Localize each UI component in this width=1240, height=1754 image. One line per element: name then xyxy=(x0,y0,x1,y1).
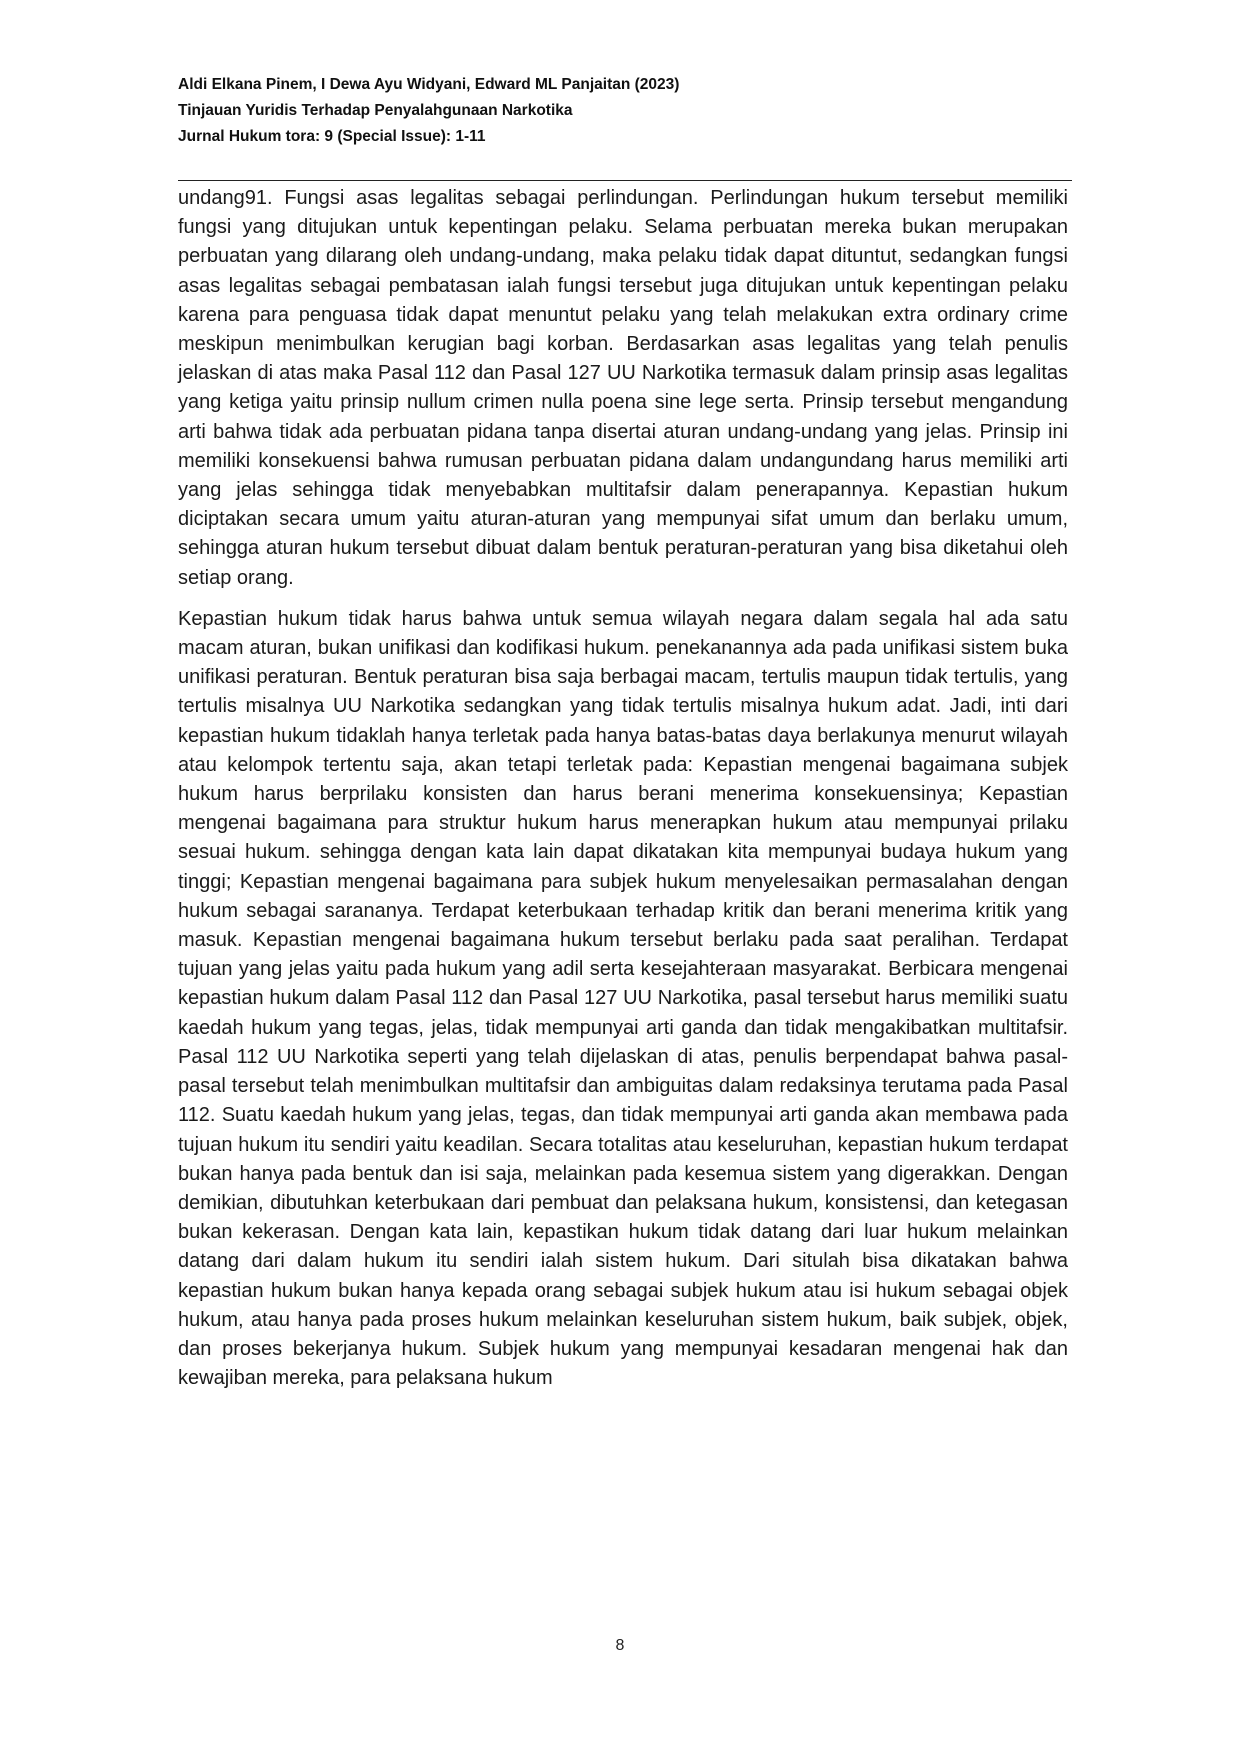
running-header xyxy=(178,72,1068,150)
header-article-title: Tinjauan Yuridis Terhadap Penyalahgunaan Narkotika xyxy=(178,102,573,119)
body-paragraph: undang91. Fungsi asas legalitas sebagai perlindungan. Perlindungan hukum tersebut memiliki fungsi yang ditujukan untuk kepentingan pelaku. Selama perbuatan mereka bukan merupakan perbuatan yang dilarang oleh undang-undang, maka pelaku tidak dapat dituntut, sedangkan fungsi asas legalitas sebagai pembatasan ialah fungsi tersebut juga ditujukan untuk kepentingan pelaku karena para penguasa tidak dapat menuntut pelaku yang telah melakukan extra ordinary crime meskipun menimbulkan kerugian bagi korban. Berdasarkan asas legalitas yang telah penulis jelaskan di atas maka Pasal 112 dan Pasal 127 UU Narkotika termasuk dalam prinsip asas legalitas yang ketiga yaitu prinsip nullum crimen nulla poena sine lege serta. Prinsip tersebut mengandung arti bahwa tidak ada perbuatan pidana tanpa disertai aturan undang-undang yang jelas. Prinsip ini memiliki konsekuensi bahwa rumusan perbuatan pidana dalam undangundang harus memiliki arti yang jelas sehingga tidak menyebabkan multitafsir dalam penerapannya. Kepastian hukum diciptakan secara umum yaitu aturan-aturan yang mempunyai sifat umum dan berlaku umum, sehingga aturan hukum tersebut dibuat dalam bentuk peraturan-peraturan yang bisa diketahui oleh setiap orang. xyxy=(178,187,1068,589)
header-divider xyxy=(178,180,1072,181)
page-number: 8 xyxy=(615,1637,625,1654)
body-text xyxy=(178,184,1068,1405)
body-paragraph: Kepastian hukum tidak harus bahwa untuk semua wilayah negara dalam segala hal ada satu macam aturan, bukan unifikasi dan kodifikasi hukum. penekanannya ada pada unifikasi sistem buka unifikasi peraturan. Bentuk peraturan bisa saja berbagai macam, tertulis maupun tidak tertulis, yang tertulis misalnya UU Narkotika sedangkan yang tidak tertulis misalnya hukum adat. Jadi, inti dari kepastian hukum tidaklah hanya terletak pada hanya batas-batas daya berlakunya menurut wilayah atau kelompok tertentu saja, akan tetapi terletak pada: Kepastian mengenai bagaimana subjek hukum harus berprilaku konsisten dan harus berani menerima konsekuensinya; Kepastian mengenai bagaimana para struktur hukum harus menerapkan hukum atau mempunyai prilaku sesuai hukum. sehingga dengan kata lain dapat dikatakan kita mempunyai budaya hukum yang tinggi; Kepastian mengenai bagaimana para subjek hukum menyelesaikan permasalahan dengan hukum sebagai sarananya. Terdapat keterbukaan terhadap kritik dan berani menerima kritik yang masuk. Kepastian mengenai bagaimana hukum tersebut berlaku pada saat peralihan. Terdapat tujuan yang jelas yaitu pada hukum yang adil serta kesejahteraan masyarakat. Berbicara mengenai kepastian hukum dalam Pasal 112 dan Pasal 127 UU Narkotika, pasal tersebut harus memiliki suatu kaedah hukum yang tegas, jelas, tidak mempunyai arti ganda dan tidak mengakibatkan multitafsir. Pasal 112 UU Narkotika seperti yang telah dijelaskan di atas, penulis berpendapat bahwa pasal-pasal tersebut telah menimbulkan multitafsir dan ambiguitas dalam redaksinya terutama pada Pasal 112. Suatu kaedah hukum yang jelas, tegas, dan tidak mempunyai arti ganda akan membawa pada tujuan hukum itu sendiri yaitu keadilan. Secara totalitas atau keseluruhan, kepastian hukum terdapat bukan hanya pada bentuk dan isi saja, melainkan pada kesemua sistem yang digerakkan. Dengan demikian, dibutuhkan keterbukaan dari pembuat dan pelaksana hukum, konsistensi, dan ketegasan bukan kekerasan. Dengan kata lain, kepastikan hukum tidak datang dari luar hukum melainkan datang dari dalam hukum itu sendiri ialah sistem hukum. Dari situlah bisa dikatakan bahwa kepastian hukum bukan hanya kepada orang sebagai subjek hukum atau isi hukum sebagai objek hukum, atau hanya pada proses hukum melainkan keseluruhan sistem hukum, baik subjek, objek, dan proses bekerjanya hukum. Subjek hukum yang mempunyai kesadaran mengenai hak dan kewajiban mereka, para pelaksana hukum xyxy=(178,607,1068,1390)
header-authors: Aldi Elkana Pinem, I Dewa Ayu Widyani, Edward ML Panjaitan (2023) xyxy=(178,76,680,93)
header-journal-citation: Jurnal Hukum tora: 9 (Special Issue): 1-11 xyxy=(178,128,486,145)
